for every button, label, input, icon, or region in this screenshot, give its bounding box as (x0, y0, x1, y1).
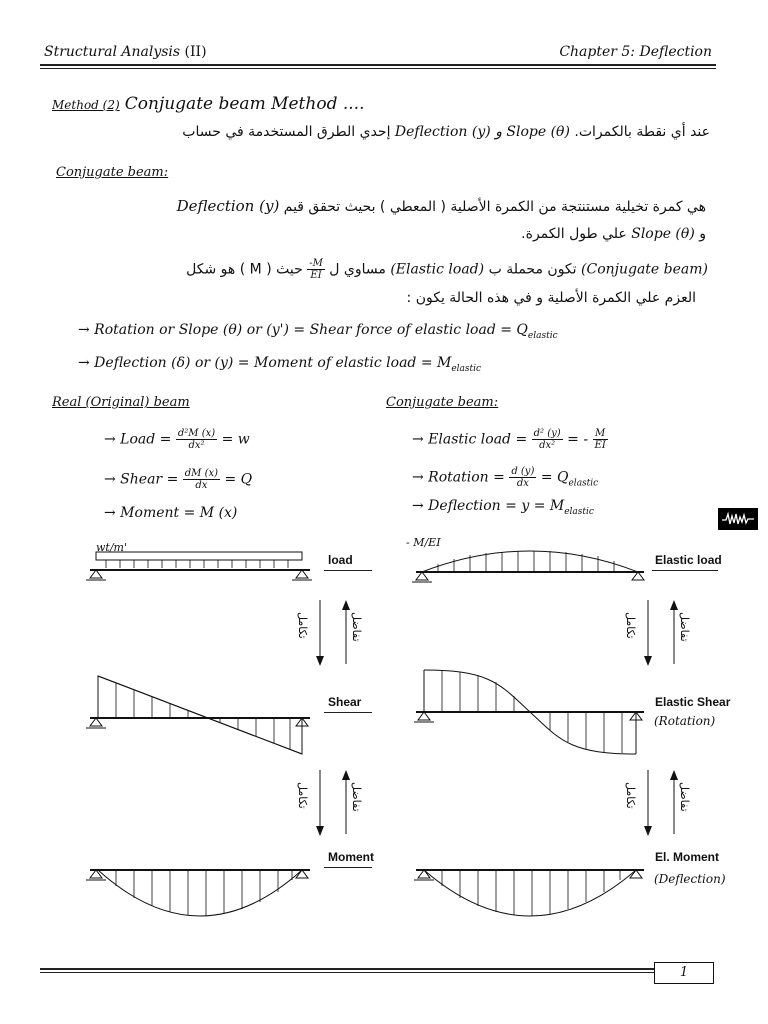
shear-underline (324, 712, 372, 713)
footer-rule (40, 968, 654, 970)
conj-eq-heading: Conjugate beam: (386, 395, 499, 410)
conj-heading: Conjugate beam: (56, 165, 169, 180)
real-heading: Real (Original) beam (52, 395, 190, 410)
elastic-load-underline (652, 570, 718, 571)
load-underline (324, 570, 372, 571)
side-tab (718, 508, 758, 530)
conj-p1b: و Slope (θ) علي طول الكمرة. (521, 226, 706, 242)
elastic-load-label: Elastic load (655, 553, 722, 567)
method-title: Method (2) Conjugate beam Method .... (52, 94, 365, 114)
load-diagram (80, 548, 320, 588)
moment-underline (324, 867, 372, 868)
header-left: Structural Analysis (II) (44, 44, 207, 60)
elastic-shear-diagram (410, 670, 650, 760)
integrate-label-l1: تكامل (296, 612, 309, 639)
el-moment-diagram (410, 862, 650, 932)
integrate-label-r2: تكامل (624, 782, 637, 809)
wt-label: wt/m' (96, 541, 127, 554)
conj-p1: هي كمرة تخيلية مستنتجة من الكمرة الأصلية ( المعطي ) بحيث تحقق قيم Deflection (y) (176, 197, 706, 215)
conj-eq-elastic-load: → Elastic load = $\frac{\text{d² (y)}}{\text{dx²}}$ = - $\frac{M}{EI}$ (412, 428, 606, 451)
conj-eq-deflection: → Deflection = $y = M_{elastic}$ (412, 498, 594, 517)
page-number: 1 (679, 965, 689, 980)
integrate-label-l2: تكامل (296, 782, 309, 809)
real-eq-shear: → Shear = $\frac{dM (x)}{dx}$ = Q (104, 468, 253, 491)
elastic-shear-label: Elastic Shear (655, 695, 731, 709)
conj-p2: (Conjugate beam) تكون محملة ب (Elastic load) مساوي ل $\frac{-M}{EI}$ حيث ( M ) هو شكل (186, 258, 708, 281)
conj-eq-rotation: → Rotation = $\frac{d (y)}{dx}$ = $Q_{elastic}$ (412, 466, 599, 489)
real-eq-moment: → Moment = M (x) (104, 505, 238, 521)
moment-diagram (80, 862, 320, 932)
elastic-load-diagram (410, 544, 650, 588)
derive-label-l2: تفاضل (350, 782, 363, 812)
shear-diagram (80, 670, 320, 760)
rotation-label: (Rotation) (654, 714, 716, 728)
el-moment-label: El. Moment (655, 850, 720, 864)
deflection-label: (Deflection) (654, 872, 726, 886)
bullet-deflection: → Deflection (δ) or (y) = Moment of elastic load = $M_{elastic}$ (78, 355, 482, 374)
integrate-label-r1: تكامل (624, 612, 637, 639)
moment-label: Moment (328, 850, 374, 864)
mei-label: - M/EI (406, 536, 441, 549)
real-eq-load: → Load = $\frac{\text{d²M (x)}}{\text{dx²}}$ = w (104, 428, 250, 451)
method-line: عند أي نقطة بالكمرات. Deflection (y) و Slope (θ) إحدي الطرق المستخدمة في حساب (182, 124, 710, 140)
header-rule-thin (40, 68, 716, 69)
derive-label-l1: تفاضل (350, 612, 363, 642)
page-number-box (654, 962, 714, 984)
bullet-rotation: → Rotation or Slope (θ) or (y') = Shear force of elastic load = $Q_{elastic}$ (78, 322, 558, 341)
header-rule (40, 64, 716, 66)
mei-fraction: $\frac{-M}{EI}$ (309, 258, 323, 281)
load-label: load (328, 553, 353, 567)
header-right: Chapter 5: Deflection (559, 44, 712, 60)
derive-label-r1: تفاضل (678, 612, 691, 642)
wave-icon (718, 508, 758, 530)
shear-label: Shear (328, 695, 362, 709)
footer-rule-thin (40, 972, 654, 973)
conj-p3: العزم علي الكمرة الأصلية و في هذه الحالة يكون : (406, 290, 696, 306)
derive-label-r2: تفاضل (678, 782, 691, 812)
